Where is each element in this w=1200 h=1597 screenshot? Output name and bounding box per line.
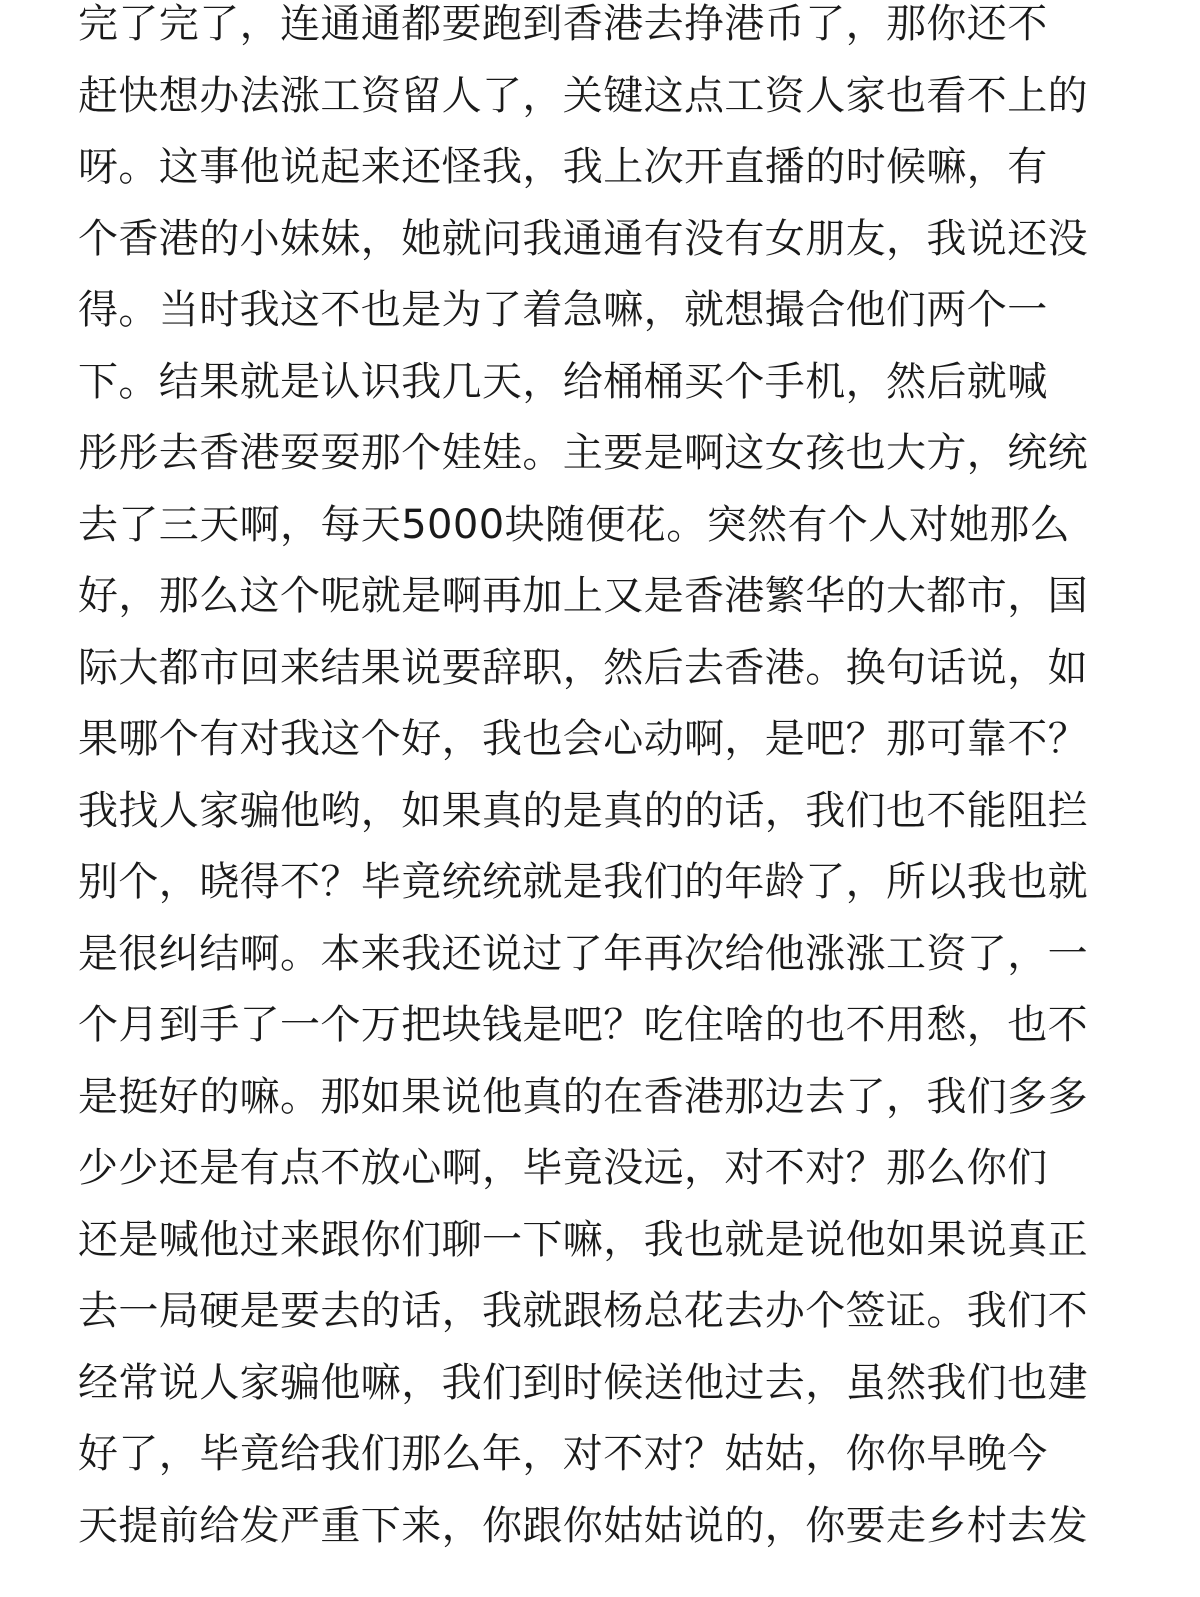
- text-line: 去一局硬是要去的话，我就跟杨总花去办个签证。我们不: [78, 1288, 1088, 1334]
- text-line: 呀。这事他说起来还怪我，我上次开直播的时候嘛，有: [78, 144, 1048, 190]
- text-line: 是很纠结啊。本来我还说过了年再次给他涨涨工资了，一: [78, 930, 1088, 977]
- text-line: 彤彤去香港耍耍那个娃娃。主要是啊这女孩也大方，统统: [78, 430, 1088, 476]
- text-line: 还是喊他过来跟你们聊一下嘛，我也就是说他如果说真正: [78, 1216, 1088, 1263]
- text-line: 是挺好的嘛。那如果说他真的在香港那边去了，我们多多: [78, 1073, 1088, 1120]
- text-line: 得。当时我这不也是为了着急嘛，就想撮合他们两个一: [78, 287, 1048, 333]
- text-line: 完了完了，连通通都要跑到香港去挣港币了，那你还不: [78, 1, 1048, 47]
- text-line: 际大都市回来结果说要辞职，然后去香港。换句话说，如: [78, 644, 1088, 691]
- text-line: 少少还是有点不放心啊，毕竟没远，对不对？那么你们: [78, 1145, 1048, 1191]
- text-line: 好了，毕竟给我们那么年，对不对？姑姑，你你早晚今: [78, 1431, 1048, 1477]
- text-line: 果哪个有对我这个好，我也会心动啊，是吧？那可靠不？: [78, 716, 1088, 762]
- text-line: 别个，晓得不？毕竟统统就是我们的年龄了，所以我也就: [78, 859, 1088, 905]
- document-body: [78, 0, 1108, 1562]
- text-line: 天提前给发严重下来，你跟你姑姑说的，你要走乡村去发: [78, 1502, 1088, 1549]
- text-line: 好，那么这个呢就是啊再加上又是香港繁华的大都市，国: [78, 573, 1088, 619]
- text-line: 我找人家骗他哟，如果真的是真的的话，我们也不能阻拦: [78, 787, 1088, 834]
- text-line: 去了三天啊，每天5000块随便花。突然有个人对她那么: [78, 501, 1071, 548]
- text-line: 个月到手了一个万把块钱是吧？吃住啥的也不用愁，也不: [78, 1002, 1088, 1048]
- text-line: 赶快想办法涨工资留人了，关键这点工资人家也看不上的: [78, 72, 1088, 119]
- text-line: 个香港的小妹妹，她就问我通通有没有女朋友，我说还没: [78, 215, 1088, 262]
- text-line: 下。结果就是认识我几天，给桶桶买个手机，然后就喊: [78, 358, 1048, 405]
- text-line: 经常说人家骗他嘛，我们到时候送他过去，虽然我们也建: [78, 1359, 1088, 1406]
